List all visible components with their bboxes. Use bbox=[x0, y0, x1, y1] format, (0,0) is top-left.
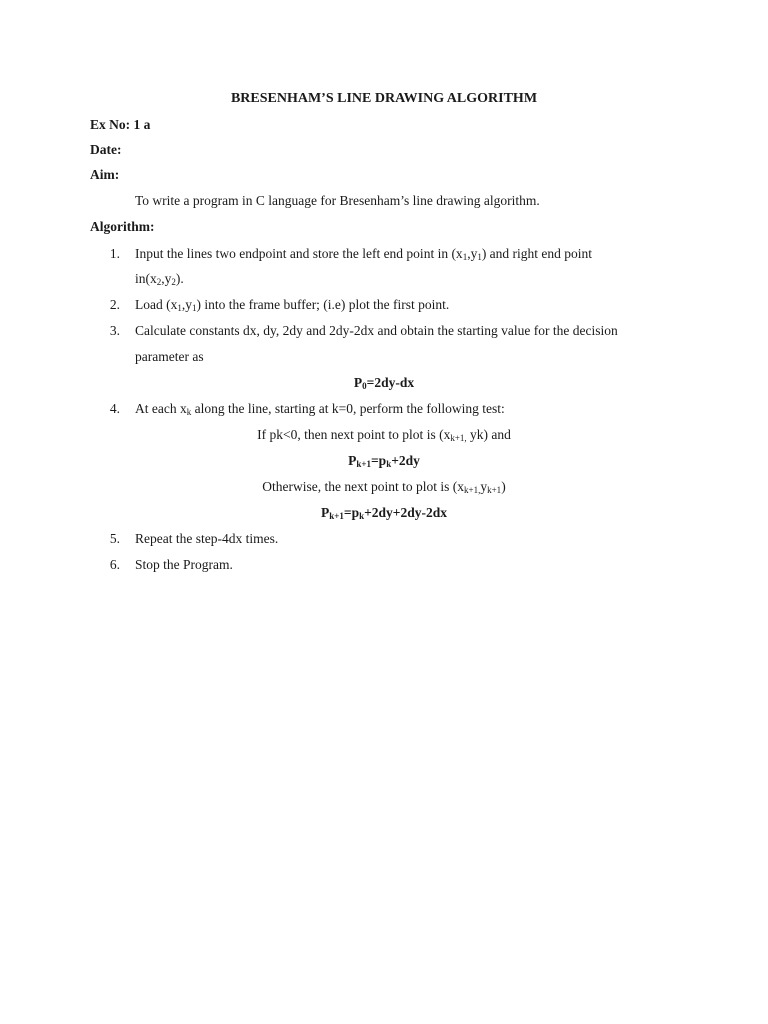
step-1-line-1: Input the lines two endpoint and store the left end point in $(x_1,y_1)$ and right end point bbox=[135, 246, 593, 262]
aim-label: Aim: bbox=[90, 167, 120, 182]
step-3-line-1: Calculate constants dx, dy, 2dy and 2dy-2dx and obtain the starting value for the decision bbox=[135, 323, 618, 338]
aim-text: To write a program in C language for Bresenham’s line drawing algorithm. bbox=[135, 193, 540, 208]
step-3-number: 3. bbox=[109, 323, 120, 338]
step-6-text: Stop the Program. bbox=[135, 557, 233, 572]
step-4-formula-1: $P_{k+1}=p_k+2dy$ bbox=[348, 453, 420, 469]
step-3-line-2: parameter as bbox=[135, 349, 204, 364]
step-6-number: 6. bbox=[109, 557, 120, 572]
date-label: Date: bbox=[90, 142, 122, 157]
step-4-formula-2: $P_{k+1}=p_k+2dy+2dy-2dx$ bbox=[320, 505, 447, 521]
step-1-line-2: $in(x_2,y_2)$. bbox=[135, 271, 184, 287]
step-5-text: Repeat the step-4dx times. bbox=[135, 531, 279, 546]
step-4-condition-2: Otherwise, the next point to plot is $(x_{k+1,}y_{k+1})$ bbox=[262, 479, 506, 495]
step-2-number: 2. bbox=[109, 297, 120, 312]
step-4-condition-1: If pk<0, then next point to plot is ($x_{k+1,}$ yk) and bbox=[257, 427, 511, 443]
step-5-number: 5. bbox=[109, 531, 120, 546]
ex-no-label: Ex No: 1 a bbox=[90, 117, 151, 132]
decision-parameter-formula: $P_0=2dy-dx$ bbox=[353, 375, 415, 391]
step-2-text: Load $(x_1,y_1)$ into the frame buffer; (i.e) plot the first point. bbox=[135, 297, 450, 313]
step-1-number: 1. bbox=[109, 246, 120, 261]
step-4-text: At each $x_k$ along the line, starting at k=0, perform the following test: bbox=[135, 401, 505, 417]
step-4-number: 4. bbox=[109, 401, 120, 416]
document-title: BRESENHAM’S LINE DRAWING ALGORITHM bbox=[230, 91, 538, 106]
algorithm-label: Algorithm: bbox=[90, 219, 155, 234]
